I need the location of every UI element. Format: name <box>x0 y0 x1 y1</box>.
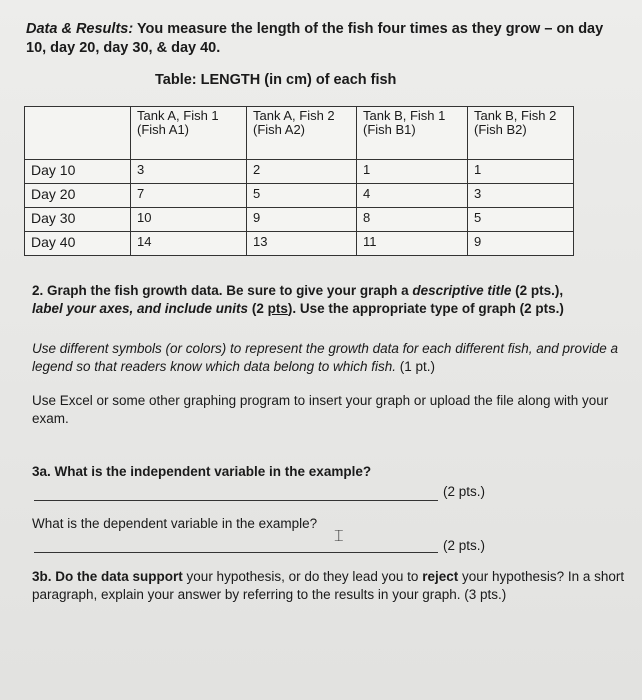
table-cell: 1 <box>468 160 574 184</box>
question-3a-dependent: What is the dependent variable in the example? <box>32 516 318 531</box>
table-cell: 4 <box>357 184 468 208</box>
dependent-points: (2 pts.) <box>443 538 486 553</box>
row-label: Day 10 <box>25 160 131 184</box>
table-header-cell: Tank A, Fish 2 (Fish A2) <box>247 107 357 160</box>
table-cell: 9 <box>468 232 574 256</box>
question-3b: 3b. Do the data support your hypothesis, or do they lead you to reject your hypothesis? In a short paragraph, explain your answer by referring to the results in your graph. (3 pts.) <box>32 569 625 602</box>
question-2-legend-instructions: Use different symbols (or colors) to represent the growth data for each different fish, and provide a legend so that readers know which data belong to which fish. (1 pt.) <box>32 341 619 374</box>
table-cell: 10 <box>131 208 247 232</box>
table-cell: 1 <box>357 160 468 184</box>
table-cell: 11 <box>357 232 468 256</box>
table-cell: 3 <box>468 184 574 208</box>
table-cell: 13 <box>247 232 357 256</box>
intro-paragraph <box>26 20 626 58</box>
question-2-upload-instructions: Use Excel or some other graphing program to insert your graph or upload the file along with your exam. <box>32 393 609 426</box>
table-cell: 9 <box>247 208 357 232</box>
table-row <box>25 160 574 184</box>
table-row <box>25 208 574 232</box>
intro-text: You measure the length of the fish four times as they grow – on day 10, day 20, day 30, & day 40. <box>26 21 604 56</box>
table-cell: 7 <box>131 184 247 208</box>
table-header-row <box>25 107 574 160</box>
text-cursor-icon: ⌶ <box>334 528 344 545</box>
table-cell: 5 <box>247 184 357 208</box>
table-cell: 8 <box>357 208 468 232</box>
table-row <box>25 184 574 208</box>
table-title: Table: LENGTH (in cm) of each fish <box>155 72 397 88</box>
table-cell: 2 <box>247 160 357 184</box>
row-label: Day 30 <box>25 208 131 232</box>
table-corner-cell <box>25 107 131 160</box>
fish-length-table <box>24 106 574 256</box>
row-label: Day 40 <box>25 232 131 256</box>
question-3a-independent: 3a. What is the independent variable in the example? <box>32 464 372 479</box>
row-label: Day 20 <box>25 184 131 208</box>
independent-answer-blank[interactable] <box>34 500 438 501</box>
table-cell: 5 <box>468 208 574 232</box>
table-header-cell: Tank A, Fish 1 (Fish A1) <box>131 107 247 160</box>
table-cell: 14 <box>131 232 247 256</box>
table-row <box>25 232 574 256</box>
table-header-cell: Tank B, Fish 1 (Fish B1) <box>357 107 468 160</box>
question-2-instructions: 2. Graph the fish growth data. Be sure to give your graph a descriptive title (2 pts.), label your axes, and include units (2 pts). Use the appropriate type of graph (2 pts.) <box>32 283 564 316</box>
table-header-cell: Tank B, Fish 2 (Fish B2) <box>468 107 574 160</box>
table-cell: 3 <box>131 160 247 184</box>
independent-points: (2 pts.) <box>443 484 486 499</box>
intro-lead: Data & Results: <box>26 21 134 37</box>
dependent-answer-blank[interactable] <box>34 552 438 553</box>
